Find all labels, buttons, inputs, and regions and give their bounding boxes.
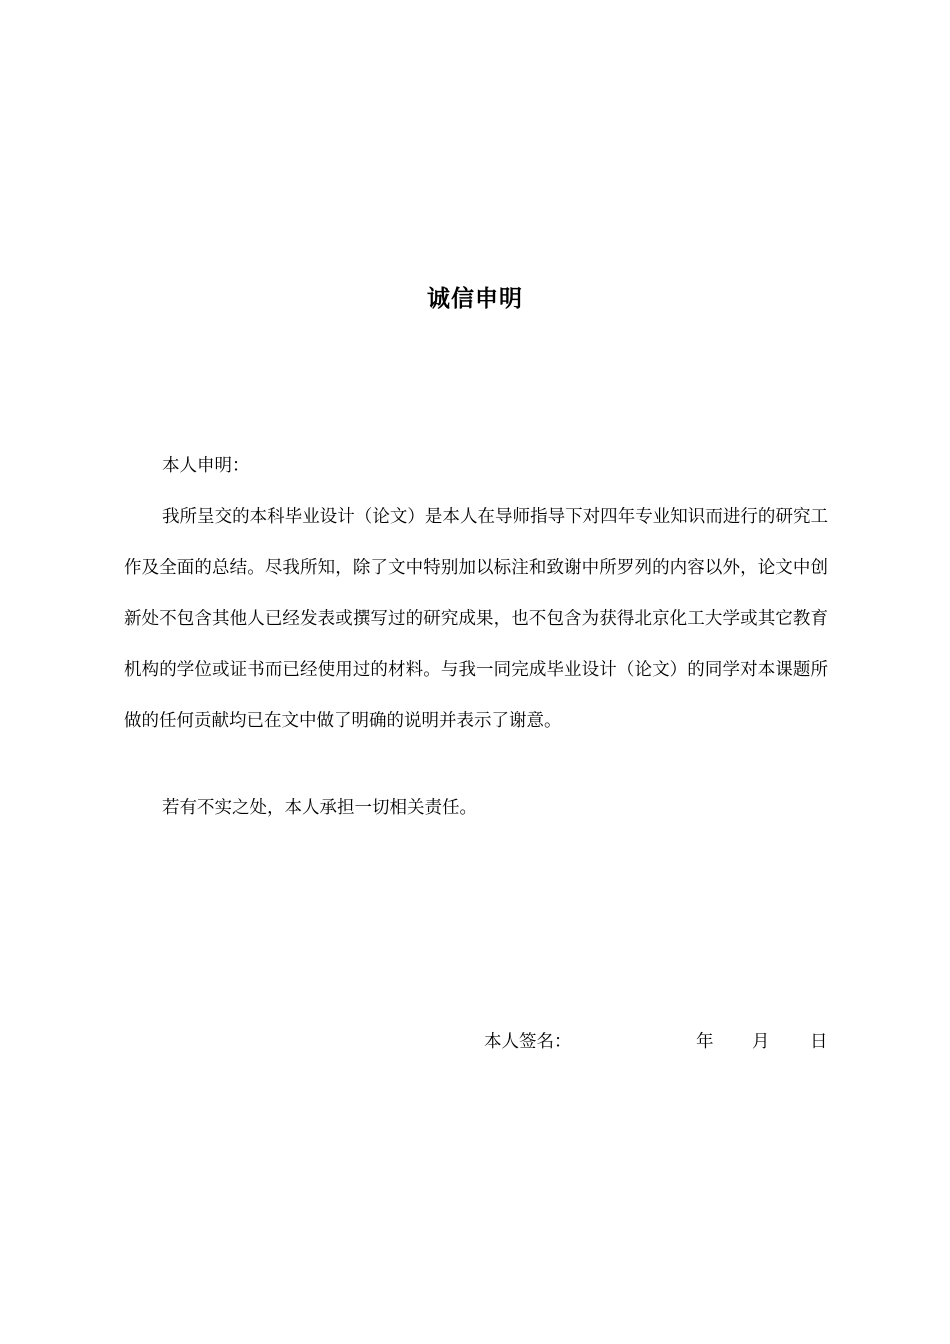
date-month-label: 月 — [752, 1032, 770, 1052]
signature-label: 本人签名： — [484, 1032, 572, 1052]
intro-paragraph — [124, 441, 828, 492]
signature-line — [484, 1022, 828, 1062]
date-day-label: 日 — [810, 1032, 828, 1052]
intro-text: 本人申明： — [162, 456, 250, 476]
closing-paragraph: 若有不实之处，本人承担一切相关责任。 — [162, 798, 477, 818]
page-title: 诚信申明 — [427, 286, 523, 312]
main-paragraph: 我所呈交的本科毕业设计（论文）是本人在导师指导下对四年专业知识而进行的研究工作及全面的总结。尽我所知，除了文中特别加以标注和致谢中所罗列的内容以外，论文中创新处不包含其他人已经发表或撰写过的研究成果，也不包含为获得北京化工大学或其它教育机构的学位或证书而已经使用过的材料。与我一同完成毕业设计（论文）的同学对本课题所做的任何贡献均已在文中做了明确的说明并表示了谢意。 — [124, 507, 828, 731]
date-year-label: 年 — [696, 1032, 714, 1052]
